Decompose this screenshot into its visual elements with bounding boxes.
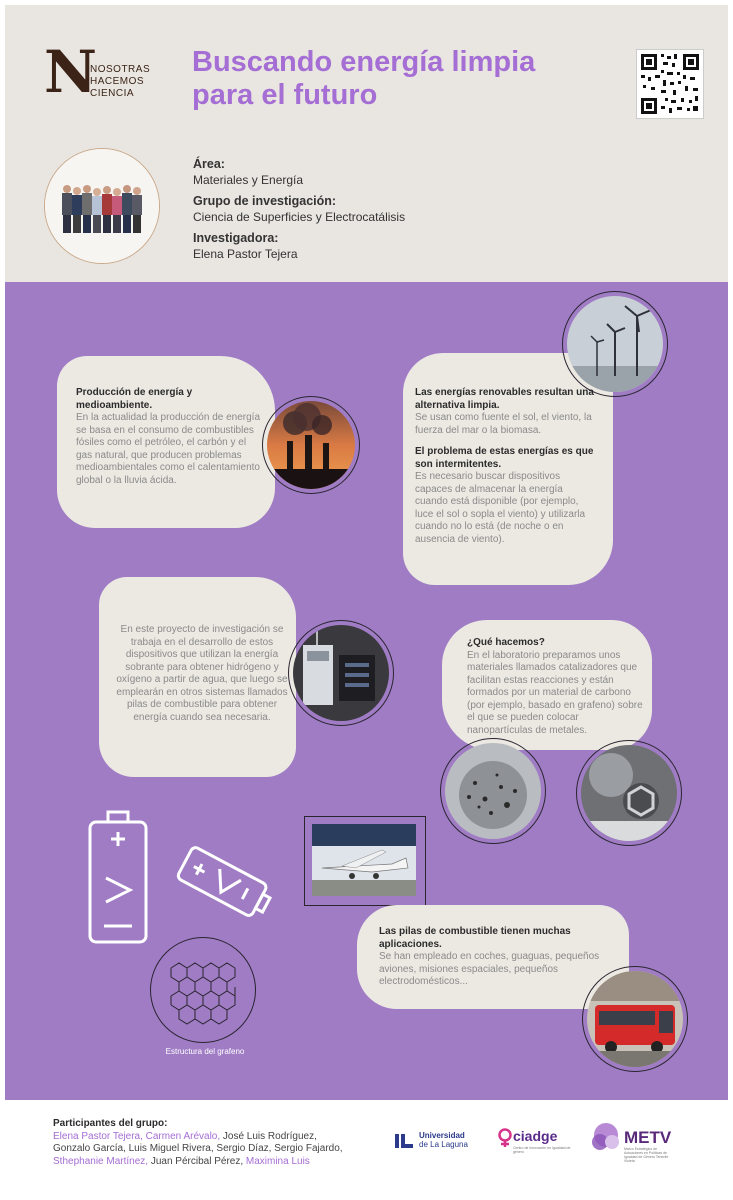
participants-list: Participantes del grupo: Elena Pastor Tejera, Carmen Arévalo, José Luis Rodríguez, Gonzalo García, Luis Miguel Rivera, Sergio Díaz, Sergio Fajardo, Sthephanie Martínez, Juan Pércibal Pérez, Maximina Luis	[53, 1118, 353, 1168]
graphene-diagram	[150, 937, 256, 1043]
area-label: Área:	[193, 157, 225, 171]
bus-photo	[582, 966, 688, 1072]
smokestack-photo	[262, 396, 360, 494]
aircraft-photo	[304, 816, 426, 906]
qr-code-icon[interactable]	[636, 49, 704, 119]
team-photo	[44, 148, 160, 264]
area-value: Materiales y Energía	[193, 173, 304, 187]
metv-logo: METV Marco Estratégico de Actuaciones en Políticas de Igualdad de Género Tenerife Violeta	[590, 1122, 680, 1162]
microscopy-photo-1	[440, 738, 546, 844]
logo-text: NOSOTRAS HACEMOS CIENCIA	[90, 64, 151, 99]
microscopy-photo-2	[576, 740, 682, 846]
graphene-caption: Estructura del grafeno	[165, 1047, 245, 1056]
what-we-do-text: ¿Qué hacemos? En el laboratorio preparamos unos materiales llamados catalizadores que facilitan estas reacciones y están formados por un material de carbono (por ejemplo, basado en grafeno) sobre el que se pueden colocar nanopartículas de metales.	[467, 637, 643, 736]
participants-label: Participantes del grupo:	[53, 1118, 168, 1129]
renewables-text: Las energías renovables resultan una alternativa limpia. Se usan como fuente el sol, el viento, la fuerza del mar o la biomasa. El problema de estas energías es que son intermitentes. Es necesario buscar dispositivos capaces de almacenar la energía cuando está disponible (por ejemplo, luce el sol o sopla el viento) y utilizarla cuando no lo está (de noche o en ausencia de viento).	[415, 387, 594, 545]
lab-equipment-photo	[288, 620, 394, 726]
ciadge-logo: ciadge Centro de Innovación en Igualdad de género	[497, 1128, 577, 1158]
fuel-cells-text: Las pilas de combustible tienen muchas aplicaciones. Se han empleado en coches, guaguas, pequeños aviones, misiones espaciales, pequeños electrodomésticos...	[379, 926, 600, 987]
energy-production-text: Producción de energía y medioambiente. En la actualidad la producción de energía se basa en el consumo de combustibles fósiles como el petróleo, el carbón y el gas natural, que producen problemas medioambientales como el calentamiento global o la lluvia ácida.	[76, 387, 261, 486]
group-label: Grupo de investigación:	[193, 194, 337, 208]
logo-letter: N	[44, 38, 98, 106]
project-text: En este proyecto de investigación se trabaja en el desarrollo de estos dispositivos que utilizan la energía sobrante para obtener hidrógeno y oxígeno a partir de agua, que luego se emplearán en otros sistemas llamados pilas de combustible para obtener energía cuando sea necesaria.	[116, 624, 288, 723]
researcher-label: Investigadora:	[193, 231, 279, 245]
researcher-value: Elena Pastor Tejera	[193, 247, 298, 261]
battery-icon	[84, 810, 154, 951]
page-title: Buscando energía limpia para el futuro	[192, 46, 536, 111]
research-info	[193, 156, 523, 262]
battery-tilted-icon	[168, 842, 278, 927]
group-value: Ciencia de Superficies y Electrocatálisis	[193, 210, 406, 224]
ull-logo: Universidad de La Laguna	[395, 1131, 475, 1153]
wind-turbines-photo	[562, 291, 668, 397]
